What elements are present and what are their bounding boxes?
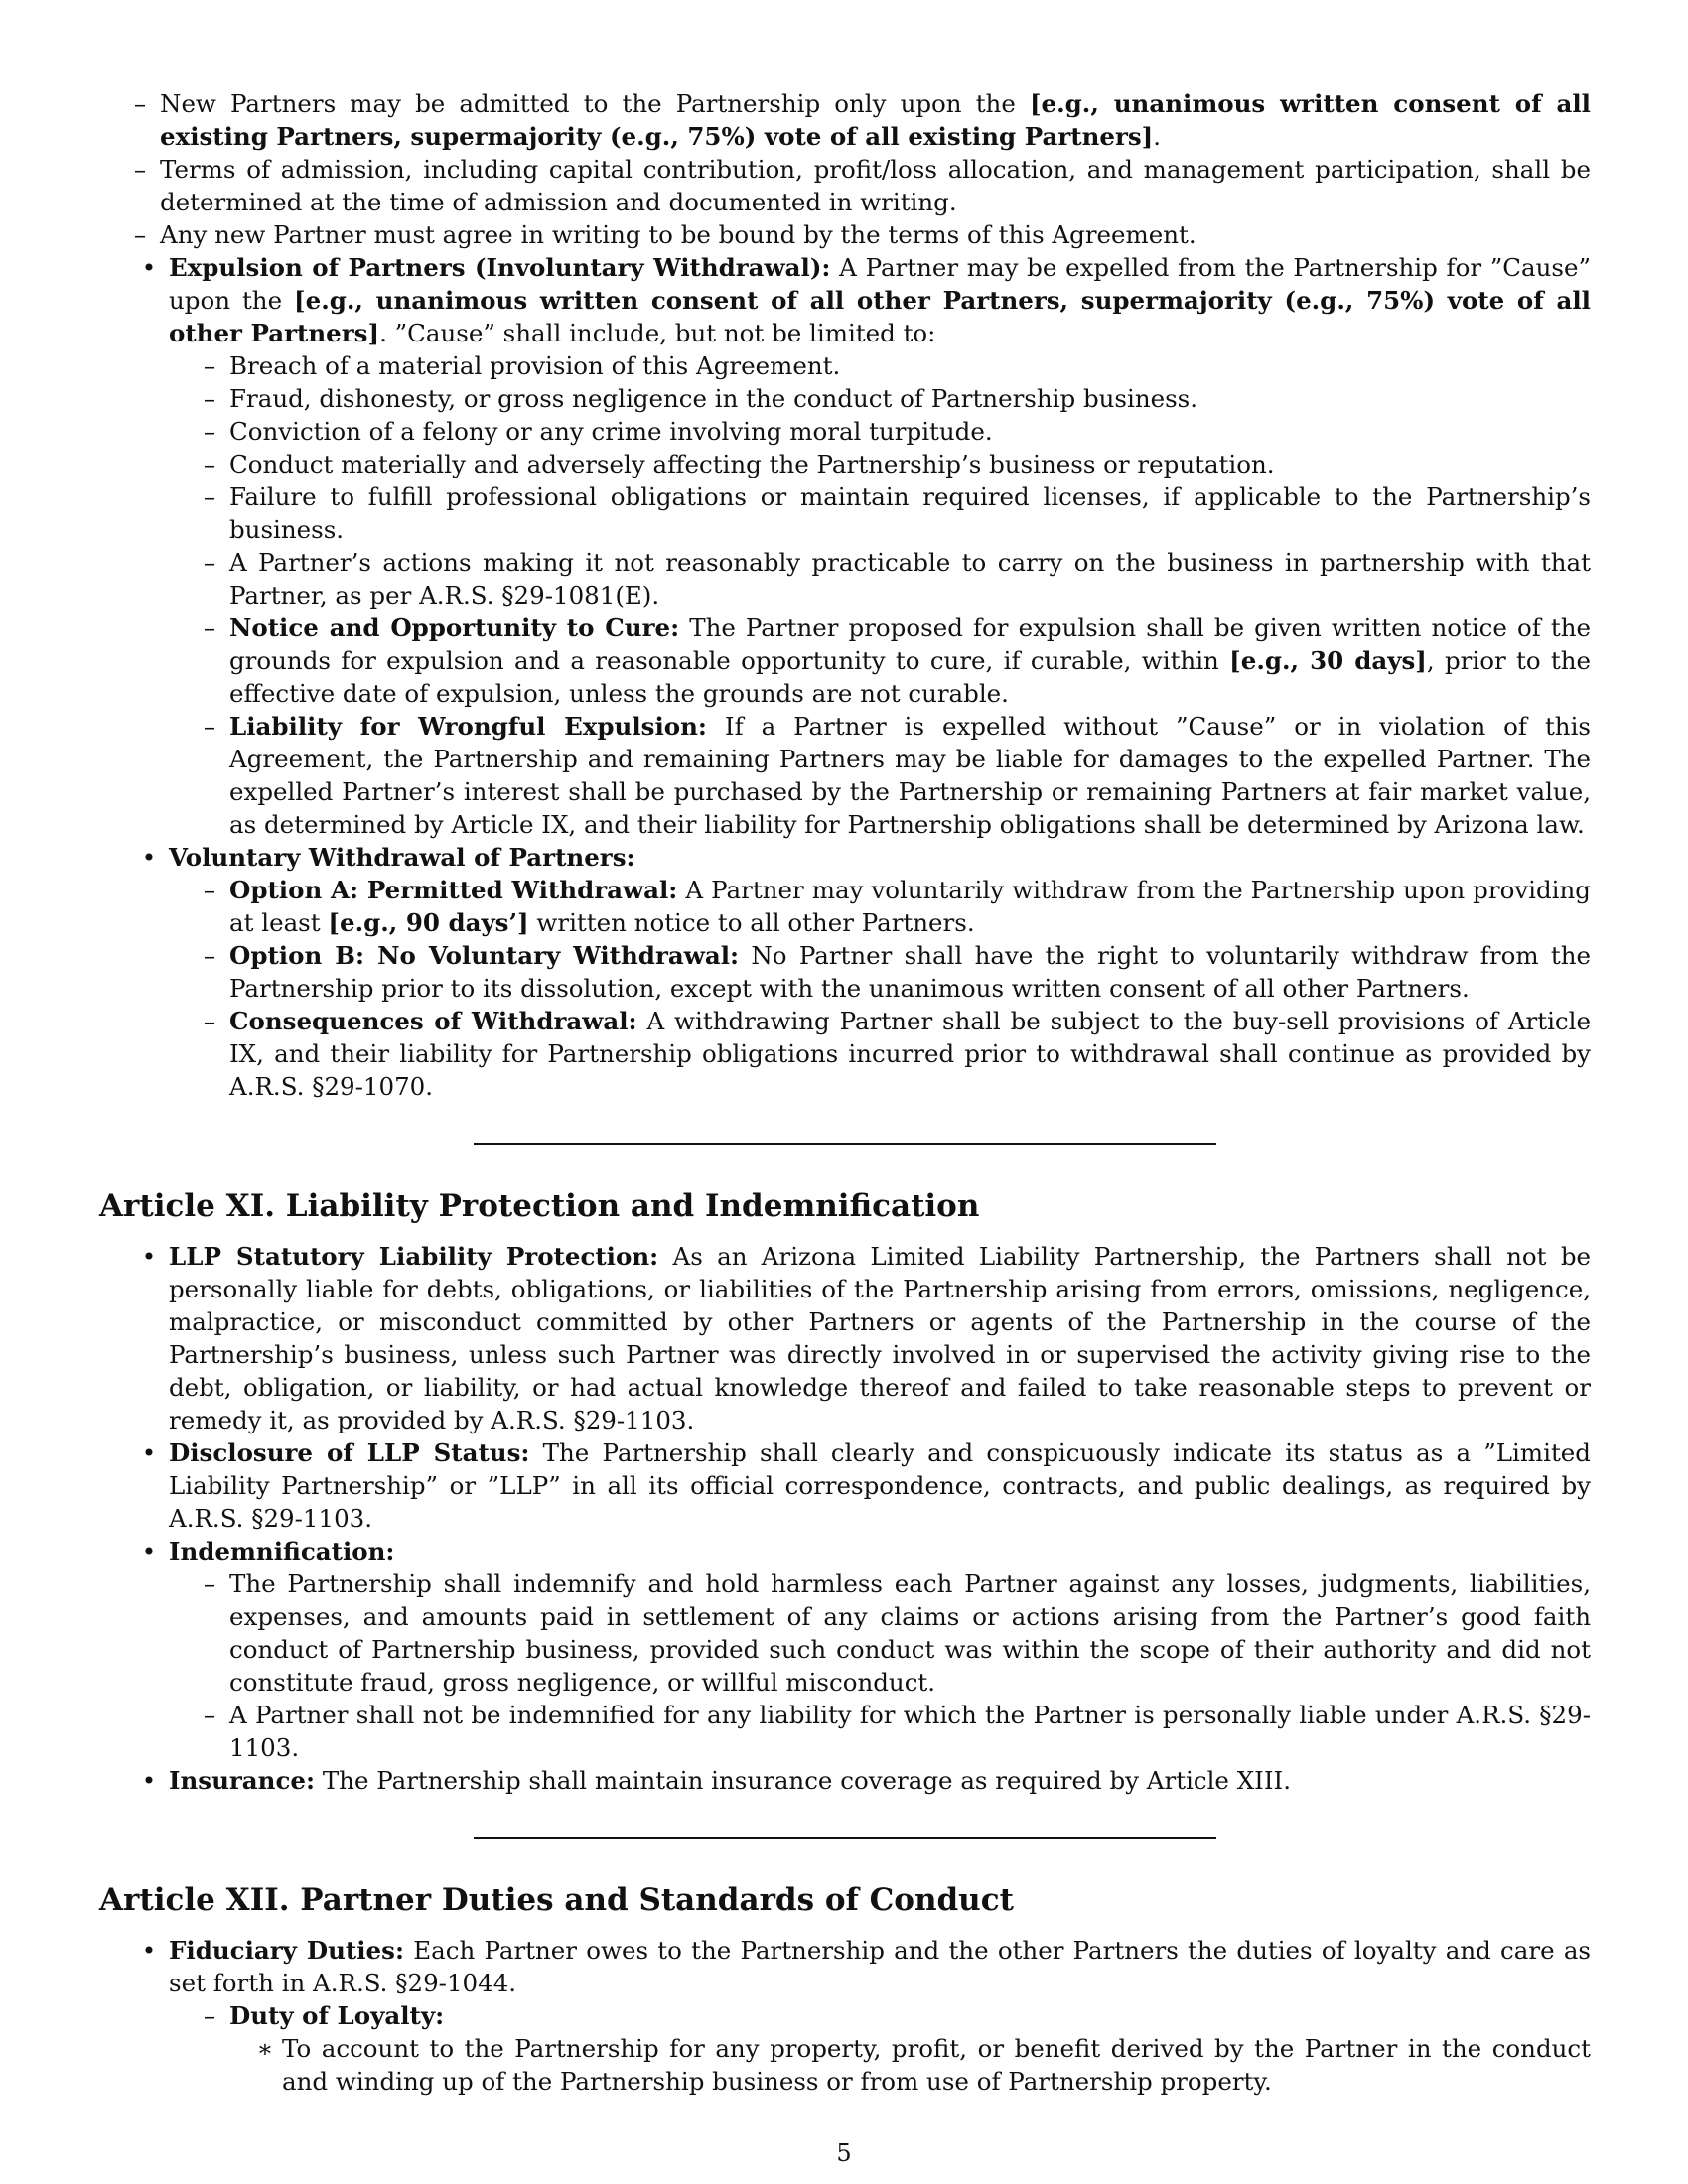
list-item-notice: – Notice and Opportunity to Cure: The Partner proposed for expulsion shall be given written notice of the grounds for expulsion and a reasonable opportunity to cure, if curable, within [e.g., 30 days], prior to the effective date of expulsion, unless the grounds are not curable. <box>203 614 1591 708</box>
list-item: – A Partner’s actions making it not reasonably practicable to carry on the business in partnership with that Partner, as per A.R.S. §29-1081(E). <box>203 548 1591 610</box>
list-item <box>99 87 1591 251</box>
list-item-option-b: – Option B: No Voluntary Withdrawal: No Partner shall have the right to voluntarily withdraw from the Partnership prior to its dissolution, except with the unanimous written consent of all other Partners. <box>203 941 1591 1003</box>
list-item: ∗ To account to the Partnership for any property, profit, or benefit derived by the Partner in the conduct and winding up of the Partnership business or from use of Partnership property. <box>256 2034 1591 2096</box>
list-item: – Terms of admission, including capital contribution, profit/loss allocation, and management participation, shall be determined at the time of admission and documented in writing. <box>99 153 1591 218</box>
bullet-marker: • <box>141 843 157 872</box>
article-xi-list <box>99 1240 1591 1797</box>
list-item: – Any new Partner must agree in writing to be bound by the terms of this Agreement. <box>99 218 1591 251</box>
list-item-loyalty: – Duty of Loyalty: ∗ To account to the Partnership for any property, profit, or benefit derived by the Partner in the conduct and winding up of the Partnership business or from use of Partnership property. <box>169 1999 1591 2098</box>
document-page <box>99 87 1591 2098</box>
article-xii-heading: Article XII. Partner Duties and Standards of Conduct <box>99 1882 1014 1918</box>
list-item-option-a: – Option A: Permitted Withdrawal: A Partner may voluntarily withdraw from the Partnership upon providing at least [e.g., 90 days’] written notice to all other Partners. <box>203 876 1591 937</box>
list-item-voluntary <box>99 841 1591 1103</box>
list-item-consequences: – Consequences of Withdrawal: A withdrawing Partner shall be subject to the buy-sell provisions of Article IX, and their liability for Partnership obligations incurred prior to withdrawal shall continue as provided by A.R.S. §29-1070. <box>203 1007 1591 1101</box>
list-item: – Fraud, dishonesty, or gross negligence in the conduct of Partnership business. <box>203 384 1198 413</box>
list-item-fiduciary: • Fiduciary Duties: Each Partner owes to the Partnership and the other Partners the duties of loyalty and care as set forth in A.R.S. §29-1044. – Duty of Loyalty: ∗ To account to the Partnership for any property, profit, or benefit derived by the Partner in the conduct and winding up of the Partnership business or from use of Partnership property. <box>99 1934 1591 2098</box>
admission-sublist <box>99 87 1591 251</box>
page-number: 5 <box>836 2139 852 2167</box>
list-item: – Conviction of a felony or any crime involving moral turpitude. <box>203 417 993 446</box>
list-item: – Conduct materially and adversely affecting the Partnership’s business or reputation. <box>203 450 1275 478</box>
list-item-disclosure: • Disclosure of LLP Status: The Partnership shall clearly and conspicuously indicate its status as a ”Limited Liability Partnership” or ”LLP” in all its official correspondence, contracts, and public dealings, as required by A.R.S. §29-1103. <box>141 1438 1591 1533</box>
article-xi-heading: Article XI. Liability Protection and Indemnification <box>99 1188 980 1224</box>
cause-sublist <box>99 349 1591 841</box>
list-item-wrongful: – Liability for Wrongful Expulsion: If a Partner is expelled without ”Cause” or in violation of this Agreement, the Partnership and remaining Partners may be liable for damages to the expelled Partner. The expelled Partner’s interest shall be purchased by the Partnership or remaining Partners at fair market value, as determined by Article IX, and their liability for Partnership obligations shall be determined by Arizona law. <box>203 712 1591 839</box>
section-divider <box>474 1837 1216 1839</box>
section-divider <box>474 1143 1216 1145</box>
withdrawal-sublist <box>99 874 1591 1103</box>
bullet-marker: • <box>141 253 157 282</box>
voluntary-label: Voluntary Withdrawal of Partners: <box>169 843 635 872</box>
list-item-indemnification: • Indemnification: – The Partnership shall indemnify and hold harmless each Partner against any losses, judgments, liabilities, expenses, and amounts paid in settlement of any claims or actions arising from the Partner’s good faith conduct of Partnership business, provided such conduct was within the scope of their authority and did not constitute fraud, gross negligence, or willful misconduct. – A Partner shall not be indemnified for any liability for which the Partner is personally liable under A.R.S. §29-1103. <box>99 1535 1591 1764</box>
dash-marker: – <box>133 220 147 249</box>
loyalty-sublist <box>169 2032 1591 2098</box>
fiduciary-sublist <box>99 1999 1591 2098</box>
dash-marker: – <box>133 155 147 184</box>
expulsion-label: Expulsion of Partners (Involuntary Withdrawal): <box>169 253 831 282</box>
list-item-insurance: • Insurance: The Partnership shall maintain insurance coverage as required by Article XIII. <box>141 1766 1291 1795</box>
indemnification-sublist <box>99 1568 1591 1764</box>
list-item: – Failure to fulfill professional obligations or maintain required licenses, if applicable to the Partnership’s business. <box>203 482 1591 544</box>
list-item-llp-protection: • LLP Statutory Liability Protection: As an Arizona Limited Liability Partnership, the Partners shall not be personally liable for debts, obligations, or liabilities of the Partnership arising from errors, omissions, negligence, malpractice, or misconduct committed by other Partners or agents of the Partnership in the course of the Partnership’s business, unless such Partner was directly involved in or supervised the activity giving rise to the debt, obligation, or liability, or had actual knowledge thereof and failed to take reasonable steps to prevent or remedy it, as provided by A.R.S. §29-1103. <box>141 1242 1591 1434</box>
list-item: – New Partners may be admitted to the Partnership only upon the [e.g., unanimous written consent of all existing Partners, supermajority (e.g., 75%) vote of all existing Partners]. <box>99 87 1591 153</box>
continued-list <box>99 87 1591 1103</box>
dash-marker: – <box>133 89 147 118</box>
article-xii-list <box>99 1934 1591 2098</box>
list-item-expulsion: • Expulsion of Partners (Involuntary Withdrawal): A Partner may be expelled from the Partnership for ”Cause” upon the [e.g., unanimous written consent of all other Partners, supermajority (e.g., 75%) vote of all other Partners]. ”Cause” shall include, but not be limited to: – Breach of a material provision of this Agreement. – Fraud, dishonesty, or gross negligence in the conduct of Partnership business. – Conviction of a felony or any crime involving moral turpitude. – Conduct materially and adversely affecting the Partnership’s business or reputation. – Failure to fulfill professional obligations or maintain required licenses, if applicable to the Partnership’s business. – A Partner’s actions making it not reasonably practicable to carry on the business in partnership with that Partner, as per A.R.S. §29-1081(E). – Notice and Opportunity to Cure: The Partner proposed for expulsion shall be given written notice of the grounds for expulsion and a reasonable opportunity to cure, if curable, within [e.g., 30 days], prior to the effective date of expulsion, unless the grounds are not curable. – Liability for Wrongful Expulsion: If a Partner is expelled without ”Cause” or in violation of this Agreement, the Partnership and remaining Partners may be liable for damages to the expelled Partner. The expelled Partner’s interest shall be purchased by the Partnership or remaining Partners at fair market value, as determined by Article IX, and their liability for Partnership obligations shall be determined by Arizona law. <box>99 251 1591 841</box>
list-item: – A Partner shall not be indemnified for any liability for which the Partner is personally liable under A.R.S. §29-1103. <box>203 1701 1591 1762</box>
list-item: – Breach of a material provision of this Agreement. <box>203 351 841 380</box>
list-item: – The Partnership shall indemnify and hold harmless each Partner against any losses, judgments, liabilities, expenses, and amounts paid in settlement of any claims or actions arising from the Partner’s good faith conduct of Partnership business, provided such conduct was within the scope of their authority and did not constitute fraud, gross negligence, or willful misconduct. <box>203 1570 1591 1697</box>
